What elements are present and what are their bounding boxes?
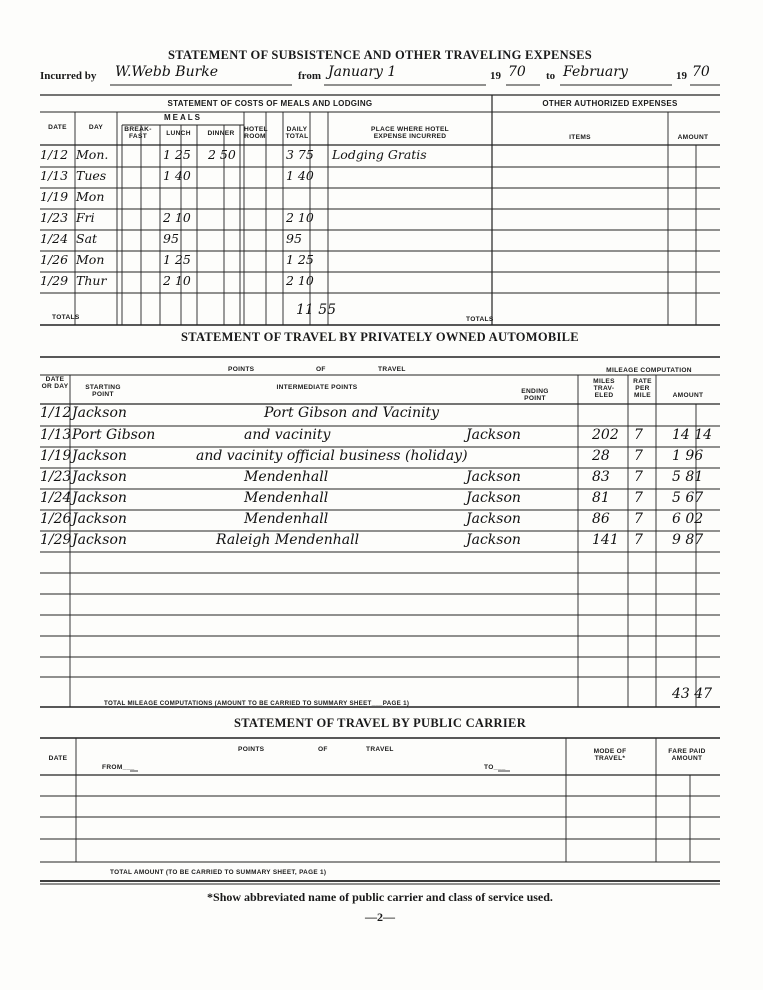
- public-to-label: TO___: [484, 764, 506, 771]
- auto-row-miles: 28: [592, 448, 610, 464]
- meals-row-lunch: 2 10: [163, 210, 191, 225]
- footer-note: *Show abbreviated name of public carrier and class of service used.: [207, 890, 553, 904]
- meals-row-daily: 3 75: [286, 147, 314, 162]
- auto-row-start: Jackson: [72, 511, 127, 527]
- meals-row-lunch: 95: [163, 231, 179, 246]
- meals-col-daily: DAILY TOTAL: [285, 126, 309, 140]
- meals-row-day: Sat: [76, 231, 98, 246]
- auto-row-rate: 7: [634, 469, 643, 485]
- other-totals-label: TOTALS: [466, 316, 494, 323]
- auto-mileage-title: MILEAGE COMPUTATION: [606, 367, 692, 374]
- meals-row-daily: 1 40: [286, 168, 314, 183]
- meals-row-lunch: 1 25: [163, 147, 191, 162]
- public-col-mode: MODE OF TRAVEL*: [593, 748, 627, 762]
- auto-row-intermediate: and vacinity: [244, 427, 331, 443]
- from-date-value: January 1: [328, 64, 397, 80]
- auto-row-amount: 5 81: [672, 469, 704, 485]
- year-prefix-1: 19: [490, 70, 501, 82]
- auto-row-start: Jackson: [72, 448, 127, 464]
- auto-col-intermediate: INTERMEDIATE POINTS: [276, 384, 358, 391]
- auto-row-amount: 5 67: [672, 490, 704, 506]
- auto-row-date: 1/19: [40, 448, 72, 464]
- page-number: —2—: [365, 910, 395, 924]
- meals-row-daily: 1 25: [286, 252, 314, 267]
- public-section-title: STATEMENT OF TRAVEL BY PUBLIC CARRIER: [233, 716, 527, 730]
- auto-row-start: Jackson: [72, 532, 127, 548]
- auto-row-miles: 83: [592, 469, 610, 485]
- other-expenses-title: OTHER AUTHORIZED EXPENSES: [542, 99, 678, 108]
- meals-row-daily: 2 10: [286, 210, 314, 225]
- auto-row-intermediate: Port Gibson and Vacinity: [264, 405, 440, 421]
- auto-row-start: Jackson: [72, 490, 127, 506]
- meals-row-date: 1/24: [40, 231, 69, 246]
- form-title: STATEMENT OF SUBSISTENCE AND OTHER TRAVELING EXPENSES: [167, 48, 593, 62]
- meals-col-breakfast: BREAK- FAST: [124, 126, 152, 140]
- auto-col-date: DATE OR DAY: [41, 376, 69, 390]
- auto-row-amount: 1 96: [672, 448, 704, 464]
- auto-travel-label: TRAVEL: [378, 366, 406, 373]
- auto-row-rate: 7: [634, 448, 643, 464]
- meals-row-daily: 95: [286, 231, 302, 246]
- year-2-value: 70: [692, 64, 710, 80]
- incurred-by-label: Incurred by: [40, 70, 97, 82]
- meals-row-daily: 2 10: [286, 273, 314, 288]
- to-label: to: [546, 70, 556, 82]
- year-prefix-2: 19: [676, 70, 687, 82]
- meals-row-day: Mon.: [76, 147, 109, 162]
- meals-row-lunch: 2 10: [163, 273, 191, 288]
- meals-col-hotel: HOTEL ROOM: [244, 126, 268, 140]
- public-points-label: POINTS: [238, 746, 265, 753]
- meals-row-day: Tues: [76, 168, 107, 183]
- public-travel-label: TRAVEL: [366, 746, 394, 753]
- auto-row-rate: 7: [634, 532, 643, 548]
- auto-row-date: 1/26: [40, 511, 72, 527]
- meals-col-date: DATE: [48, 124, 67, 131]
- auto-row-rate: 7: [634, 511, 643, 527]
- auto-row-miles: 202: [592, 427, 619, 443]
- auto-row-intermediate: Mendenhall: [244, 469, 329, 485]
- other-col-amount: AMOUNT: [677, 134, 709, 141]
- meals-row-date: 1/23: [40, 210, 69, 225]
- auto-col-start: STARTING POINT: [85, 384, 121, 398]
- auto-total-amount: 43 47: [672, 686, 713, 702]
- auto-points-label: POINTS: [228, 366, 255, 373]
- auto-row-date: 1/29: [40, 532, 72, 548]
- meals-row-lunch: 1 25: [163, 252, 191, 267]
- auto-row-ending: Jackson: [466, 469, 521, 485]
- auto-of-label: OF: [316, 366, 326, 373]
- auto-col-amount: AMOUNT: [672, 392, 704, 399]
- auto-row-date: 1/13: [40, 427, 72, 443]
- auto-row-rate: 7: [634, 490, 643, 506]
- meals-row-day: Mon: [76, 252, 105, 267]
- auto-col-miles: MILES TRAV- ELED: [593, 378, 615, 399]
- meals-col-day: DAY: [88, 124, 104, 131]
- auto-row-start: Jackson: [72, 469, 127, 485]
- public-col-date: DATE: [48, 755, 68, 762]
- public-from-label: FROM___: [102, 764, 135, 771]
- auto-row-miles: 81: [592, 490, 610, 506]
- public-col-fare: FARE PAID AMOUNT: [668, 748, 706, 762]
- meals-row-day: Mon: [76, 189, 105, 204]
- meals-row-place: Lodging Gratis: [332, 147, 427, 162]
- from-label: from: [298, 70, 322, 82]
- auto-row-date: 1/24: [40, 490, 72, 506]
- meals-col-place: PLACE WHERE HOTEL EXPENSE INCURRED: [371, 126, 449, 140]
- meals-row-dinner: 2 50: [208, 147, 236, 162]
- meals-grand-total: 11 55: [296, 302, 337, 318]
- auto-row-ending: Jackson: [466, 427, 521, 443]
- incurred-by-value: W.Webb Burke: [115, 64, 219, 80]
- auto-row-intermediate: Raleigh Mendenhall: [216, 532, 360, 548]
- auto-row-ending: Jackson: [466, 532, 521, 548]
- to-date-value: February: [563, 64, 628, 80]
- meals-row-day: Fri: [76, 210, 95, 225]
- auto-row-ending: Jackson: [466, 490, 521, 506]
- meals-row-date: 1/19: [40, 189, 69, 204]
- auto-row-amount: 6 02: [672, 511, 704, 527]
- auto-row-miles: 141: [592, 532, 619, 548]
- auto-row-intermediate: Mendenhall: [244, 511, 329, 527]
- auto-row-start: Jackson: [72, 405, 127, 421]
- auto-section-title: STATEMENT OF TRAVEL BY PRIVATELY OWNED AUTOMOBILE: [181, 330, 579, 344]
- meals-totals-label: TOTALS: [52, 314, 80, 321]
- meals-section-title: STATEMENT OF COSTS OF MEALS AND LODGING: [167, 99, 373, 108]
- auto-row-amount: 9 87: [672, 532, 704, 548]
- auto-col-ending: ENDING POINT: [521, 388, 549, 402]
- auto-row-date: 1/23: [40, 469, 72, 485]
- public-total-label: TOTAL AMOUNT (TO BE CARRIED TO SUMMARY SHEET, PAGE 1): [110, 869, 327, 876]
- meals-row-day: Thur: [76, 273, 107, 288]
- auto-row-start: Port Gibson: [72, 427, 156, 443]
- meals-row-lunch: 1 40: [163, 168, 191, 183]
- auto-row-miles: 86: [592, 511, 610, 527]
- meals-row-date: 1/13: [40, 168, 69, 183]
- auto-row-ending: Jackson: [466, 511, 521, 527]
- auto-row-intermediate: and vacinity official business (holiday): [196, 448, 468, 464]
- meals-row-date: 1/12: [40, 147, 69, 162]
- auto-row-intermediate: Mendenhall: [244, 490, 329, 506]
- auto-row-date: 1/12: [40, 405, 72, 421]
- other-col-items: ITEMS: [569, 134, 591, 141]
- auto-row-rate: 7: [634, 427, 643, 443]
- meals-row-date: 1/26: [40, 252, 69, 267]
- auto-total-label: TOTAL MILEAGE COMPUTATIONS (AMOUNT TO BE CARRIED TO SUMMARY SHEET___PAGE 1): [104, 700, 410, 707]
- auto-col-rate: RATE PER MILE: [633, 378, 652, 399]
- meals-row-date: 1/29: [40, 273, 69, 288]
- public-of-label: OF: [318, 746, 328, 753]
- year-1-value: 70: [508, 64, 526, 80]
- meals-group-label: MEALS: [164, 113, 202, 122]
- auto-row-amount: 14 14: [672, 427, 713, 443]
- meals-col-dinner: DINNER: [207, 130, 235, 137]
- meals-col-lunch: LUNCH: [166, 130, 191, 137]
